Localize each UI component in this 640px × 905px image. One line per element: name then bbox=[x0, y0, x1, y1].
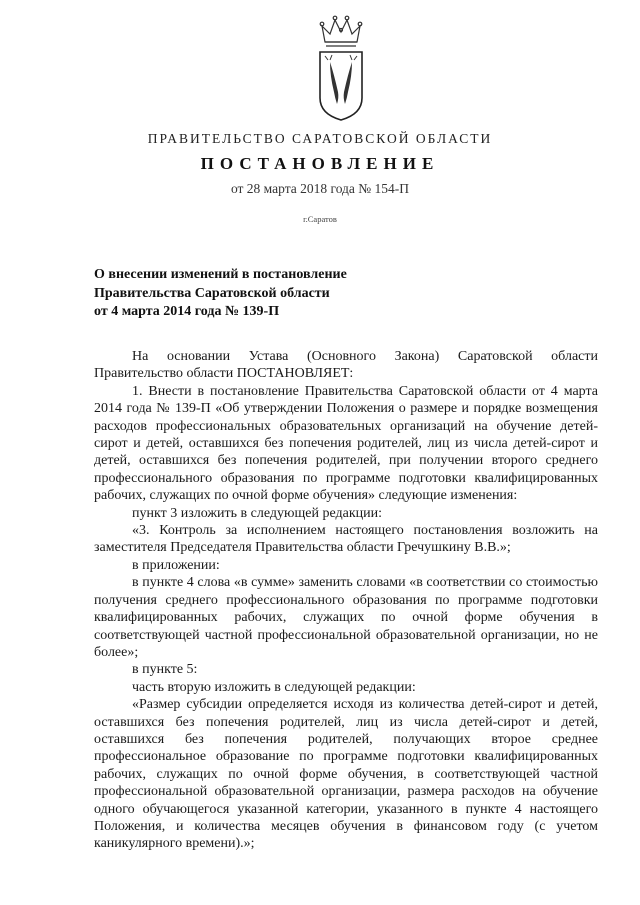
document-city: г.Саратов bbox=[303, 214, 337, 224]
paragraph: в приложении: bbox=[132, 557, 220, 573]
title-line: от 4 марта 2014 года № 139-П bbox=[94, 304, 280, 319]
title-line: Правительства Саратовской области bbox=[94, 285, 330, 301]
document-body bbox=[94, 348, 598, 853]
document-date-number: от 28 марта 2018 года № 154-П bbox=[230, 181, 410, 196]
document-type: ПОСТАНОВЛЕНИЕ bbox=[200, 154, 440, 173]
government-name: ПРАВИТЕЛЬСТВО САРАТОВСКОЙ ОБЛАСТИ bbox=[147, 131, 493, 146]
paragraph: «Размер субсидии определяется исходя из количества детей-сирот и детей, оставшихся без попечения родителей, лиц из числа детей-сирот и детей, оставшихся без попечения родителей, получающих второе среднее профессиональное образование по программе подготовки квалифицированных рабочих, служащих по очной форме обучения, в соответствующей частной профессиональной образовательной организации, размера расходов на обучение одного обучающегося указанной категории, указанного в пункте 4 настоящего Положения, и количества месяцев обучения в финансовом году (с учетом каникулярного времени).»; bbox=[94, 697, 598, 852]
paragraph: пункт 3 изложить в следующей редакции: bbox=[132, 505, 382, 521]
paragraph: На основании Устава (Основного Закона) Саратовской области Правительство области ПОСТАНОВЛЯЕТ: bbox=[94, 349, 598, 382]
paragraph: в пункте 5: bbox=[132, 662, 198, 678]
document-title bbox=[94, 266, 434, 322]
title-line: О внесении изменений в постановление bbox=[94, 267, 347, 282]
paragraph: «3. Контроль за исполнением настоящего постановления возложить на заместителя Председателя Правительства области Гречушкину В.В.»; bbox=[94, 523, 598, 556]
paragraph: 1. Внести в постановление Правительства Саратовской области от 4 марта 2014 года № 139-П «Об утверждении Положения о размере и порядке возмещения расходов профессиональных образовательных организаций на обучение детей-сирот и детей, оставшихся без попечения родителей, лиц из числа детей-сирот и детей, оставшихся без попечения родителей, при получении второго среднего профессионального образования по программе подготовки квалифицированных рабочих, служащих по очной форме обучения» следующие изменения: bbox=[94, 383, 598, 504]
paragraph: в пункте 4 слова «в сумме» заменить словами «в соответствии со стоимостью получения среднего профессионального образования по программе подготовки квалифицированных рабочих, служащих по очной форме обучения в соответствующей частной профессиональной образовательной организации, но не более»; bbox=[94, 575, 598, 660]
saratov-coat-of-arms-icon bbox=[312, 12, 370, 122]
paragraph: часть вторую изложить в следующей редакции: bbox=[132, 679, 416, 695]
